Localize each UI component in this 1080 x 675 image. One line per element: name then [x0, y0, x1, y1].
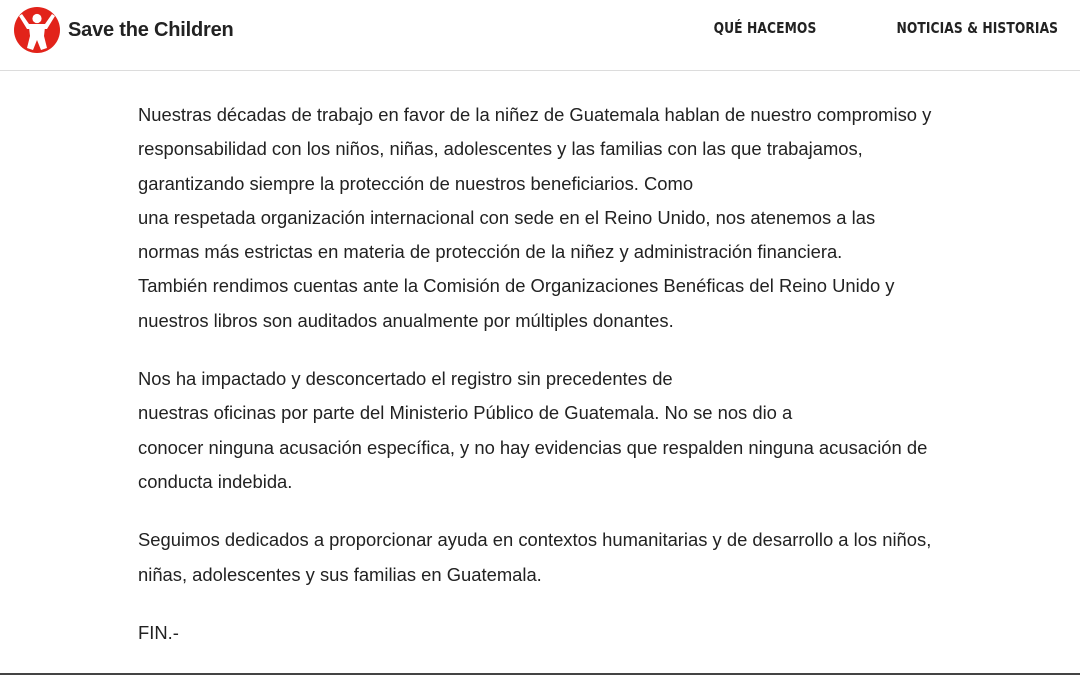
brand-logo-link[interactable]: [14, 7, 234, 53]
nav-item-que-hacemos[interactable]: QUÉ HACEMOS: [714, 19, 817, 37]
paragraph-search: [138, 362, 1038, 499]
paragraph-commitment: [138, 523, 1038, 592]
site-header: [0, 0, 1080, 71]
paragraph-line: normas más estrictas en materia de protección de la niñez y administración financiera.: [138, 241, 843, 263]
paragraph-line: Seguimos dedicados a proporcionar ayuda en contextos humanitarias y de desarrollo a los niños,: [138, 529, 932, 551]
paragraph-line: nuestros libros son auditados anualmente por múltiples donantes.: [138, 309, 674, 331]
brand-name: Save the Children: [68, 18, 234, 41]
paragraph-line: Nuestras décadas de trabajo en favor de la niñez de Guatemala hablan de nuestro compromiso y: [138, 104, 932, 125]
paragraph-line: También rendimos cuentas ante la Comisión de Organizaciones Benéficas del Reino Unido y: [138, 275, 895, 297]
paragraph-line: Nos ha impactado y desconcertado el registro sin precedentes de: [138, 368, 673, 390]
closing-text: FIN.-: [138, 621, 179, 643]
paragraph-line: una respetada organización internacional con sede en el Reino Unido, nos atenemos a las: [138, 206, 876, 228]
paragraph-line: responsabilidad con los niños, niñas, adolescentes y las familias con las que trabajamos,: [138, 138, 863, 160]
article-body: [138, 98, 1038, 674]
paragraph-trajectory: [138, 98, 1038, 338]
main-nav: [691, 19, 1058, 37]
paragraph-line: niñas, adolescentes y sus familias en Guatemala.: [138, 563, 542, 585]
paragraph-line: conducta indebida.: [138, 470, 293, 492]
paragraph-line: nuestras oficinas por parte del Ministerio Público de Guatemala. No se nos dio a: [138, 402, 793, 424]
save-the-children-person-icon: [14, 7, 60, 53]
paragraph-line: garantizando siempre la protección de nuestros beneficiarios. Como: [138, 172, 694, 194]
paragraph-line: conocer ninguna acusación específica, y no hay evidencias que respalden ninguna acusación de: [138, 436, 928, 458]
nav-item-noticias-historias[interactable]: NOTICIAS & HISTORIAS: [896, 19, 1058, 37]
